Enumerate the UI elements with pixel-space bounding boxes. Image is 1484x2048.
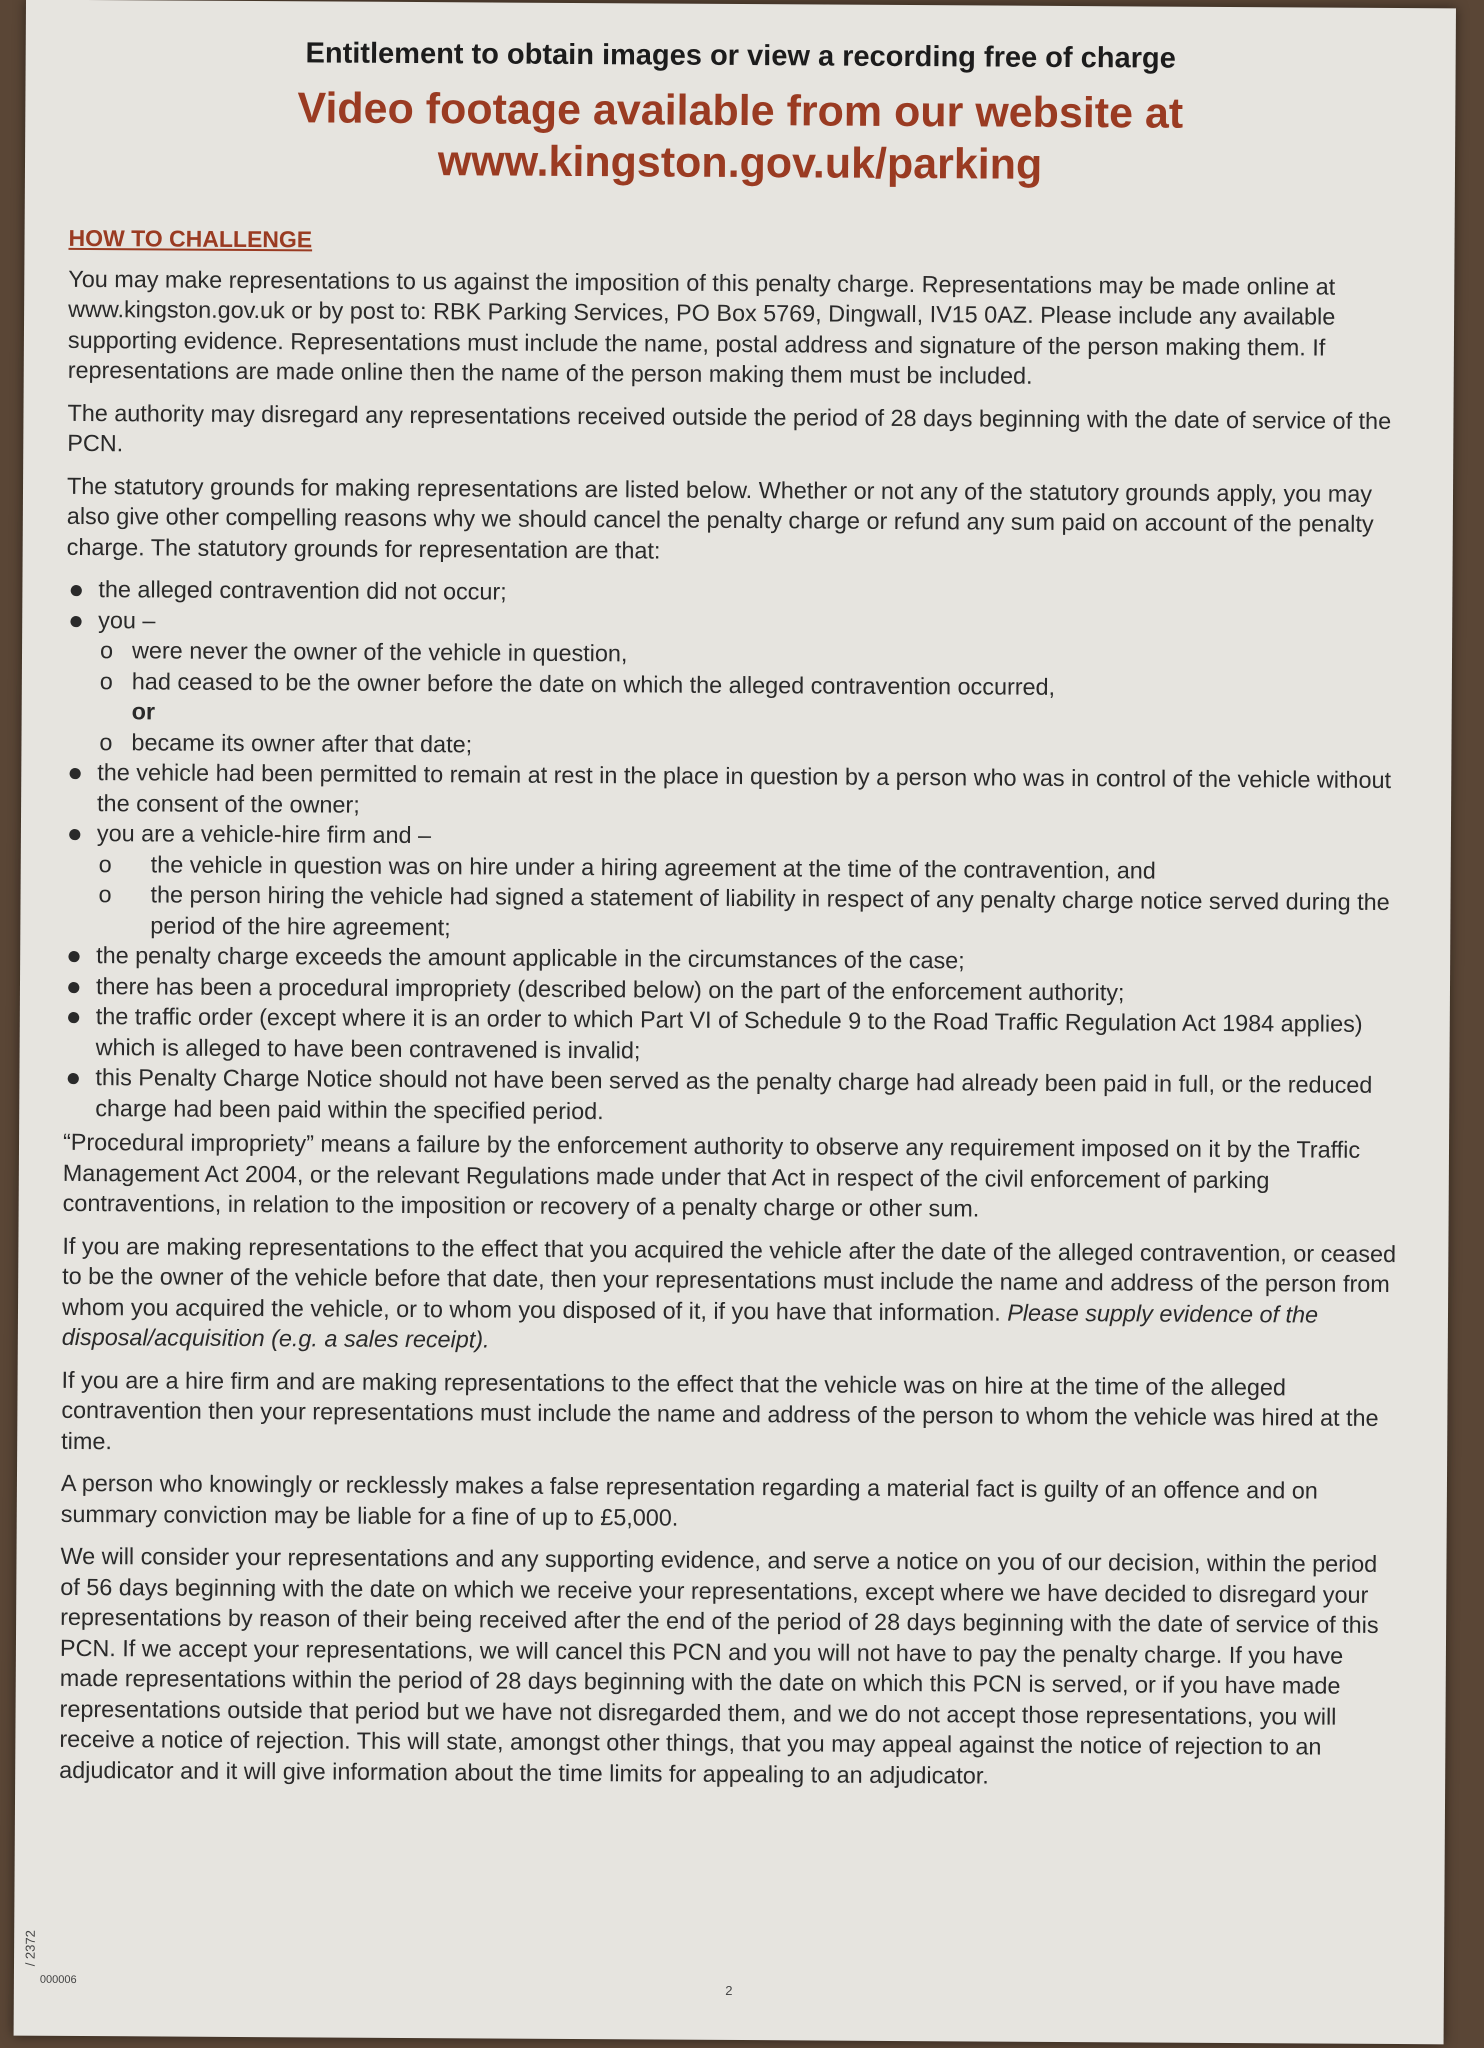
reference-number: / 2372 xyxy=(22,1930,38,1967)
bullet-icon: ● xyxy=(65,1000,82,1031)
ground-text: you are a vehicle-hire firm and – xyxy=(96,820,432,849)
sub-list xyxy=(97,635,1406,765)
ground-text: you – xyxy=(98,606,156,633)
bullet-icon: ● xyxy=(68,573,85,604)
sub-ground-text: the vehicle in question was on hire under a hiring agreement at the time of the contravention, and xyxy=(150,850,1156,884)
intro-paragraph: The authority may disregard any representations received outside the period of 28 days beginning with the date of service of the PCN. xyxy=(67,399,1392,457)
evidence-note: Please supply evidence of the disposal/acquisition (e.g. a sales receipt). xyxy=(61,1299,1319,1353)
ground-text: this Penalty Charge Notice should not have been served as the penalty charge had already been paid in full, or the reduced charge had been paid within the specified period. xyxy=(95,1064,1373,1124)
list-item xyxy=(65,604,1406,765)
sub-list-item xyxy=(96,879,1404,948)
ground-text: the traffic order (except where it is an order to which Part VI of Schedule 9 to the Road Traffic Regulation Act 1984 applies) which is alleged to have been contravened is invalid; xyxy=(95,1003,1363,1063)
list-item xyxy=(64,1001,1404,1070)
section-title: HOW TO CHALLENGE xyxy=(68,224,313,253)
procedural-impropriety-paragraph: “Procedural impropriety” means a failure by the enforcement authority to observe any requirement imposed on it by the Traffic Management Act 2004, or the relevant Regulations made under that Act in respect of the civil enforcement of parking contraventions, in relation to the imposition or recovery of a penalty charge or other sum. xyxy=(62,1128,1361,1222)
ground-text: the penalty charge exceeds the amount applicable in the circumstances of the case; xyxy=(96,942,965,974)
page-number: 2 xyxy=(725,1982,733,1998)
grounds-list xyxy=(63,574,1406,1131)
false-representation-paragraph: A person who knowingly or recklessly makes a false representation regarding a material fact is guilty of an offence and on summary conviction may be liable for a fine of up to £5,000. xyxy=(60,1469,1318,1531)
sub-ground-text: had ceased to be the owner before the date on which the alleged contravention occurred, xyxy=(131,667,1056,700)
sub-ground-text: were never the owner of the vehicle in question, xyxy=(131,637,628,667)
list-item xyxy=(65,757,1405,826)
hire-firm-paragraph: If you are a hire firm and are making representations to the effect that the vehicle was on hire at the time of the alleged contravention then your representations must include the name and address of the person to whom the vehicle was hired at the time. xyxy=(61,1366,1379,1454)
acquired-text: If you are making representations to the effect that you acquired the vehicle after the date of the alleged contravention, or ceased to be the owner of the vehicle before that date, then your representations must include the name and address of the person from whom you acquired the vehicle, or to whom you disposed of it, if you have that information. xyxy=(61,1232,1397,1326)
list-item xyxy=(63,1062,1403,1131)
acquired-vehicle-paragraph xyxy=(62,1230,1403,1360)
document-code: 000006 xyxy=(39,1973,77,1986)
sub-bullet-icon: o xyxy=(98,850,112,877)
sub-bullet-icon: o xyxy=(99,637,114,664)
intro-paragraph: You may make representations to us against the imposition of this penalty charge. Representations may be made online at www.kingston.gov.uk or by post to: RBK Parking Services, PO Box 5769, Dingwall, IV15 0AZ. Please include any available supporting evidence. Representations must include the name, postal address and signature of the person making them. If representations are made online then the name of the person making them must be included. xyxy=(67,265,1336,389)
bullet-icon: ● xyxy=(66,939,82,970)
bullet-icon: ● xyxy=(66,817,83,848)
document-page xyxy=(14,0,1456,2044)
sub-bullet-icon: o xyxy=(99,667,113,694)
consideration-paragraph: We will consider your representations and any supporting evidence, and serve a notice on you of our decision, within the period of 56 days beginning with the date on which we receive your representations, except where we have decided to disregard your representations by reason of their being received after the end of the period of 28 days beginning with the date of service of this PCN. If we accept your representations, we will cancel this PCN and you will not have to pay the penalty charge. If you have made representations within the period of 28 days beginning with the date on which this PCN is served, or if you have made representations outside that period but we have not disregarded them, and we do not accept those representations, you will receive a notice of rejection. This will state, amongst other things, that you may appeal against the notice of rejection to an adjudicator and it will give information about the time limits for appealing to an adjudicator. xyxy=(59,1542,1379,1789)
sub-bullet-icon: o xyxy=(99,728,113,755)
ground-text: the vehicle had been permitted to remain at rest in the place in question by a person who was in control of the vehicle without the consent of the owner; xyxy=(97,759,1392,818)
bullet-icon: ● xyxy=(65,970,82,1001)
list-item xyxy=(64,818,1405,948)
intro-paragraph: The statutory grounds for making representations are listed below. Whether or not any of the statutory grounds apply, you may also give other compelling reasons why we should cancel the penalty charge or refund any sum paid on account of the penalty charge. The statutory grounds for representation are that: xyxy=(66,472,1374,564)
document-body xyxy=(15,223,1455,1794)
sub-bullet-icon: o xyxy=(98,881,112,908)
ground-text: the alleged contravention did not occur; xyxy=(98,576,507,605)
sub-list xyxy=(96,849,1405,948)
document-header xyxy=(25,0,1456,193)
bullet-icon: ● xyxy=(67,756,84,787)
website-url: www.kingston.gov.uk/parking xyxy=(437,137,1043,189)
entitlement-heading: Entitlement to obtain images or view a recording free of charge xyxy=(305,37,1176,75)
ground-text: there has been a procedural impropriety (described below) on the part of the enforcement authority; xyxy=(95,972,1125,1005)
or-label: or xyxy=(131,698,156,725)
sub-ground-text: became its owner after that date; xyxy=(131,728,473,757)
bullet-icon: ● xyxy=(65,1061,82,1092)
bullet-icon: ● xyxy=(68,604,85,635)
video-footage-line: Video footage available from our website at xyxy=(297,84,1184,138)
sub-ground-text: the person hiring the vehicle had signed a statement of liability in respect of any penalty charge notice served during the period of the hire agreement; xyxy=(150,881,1390,940)
